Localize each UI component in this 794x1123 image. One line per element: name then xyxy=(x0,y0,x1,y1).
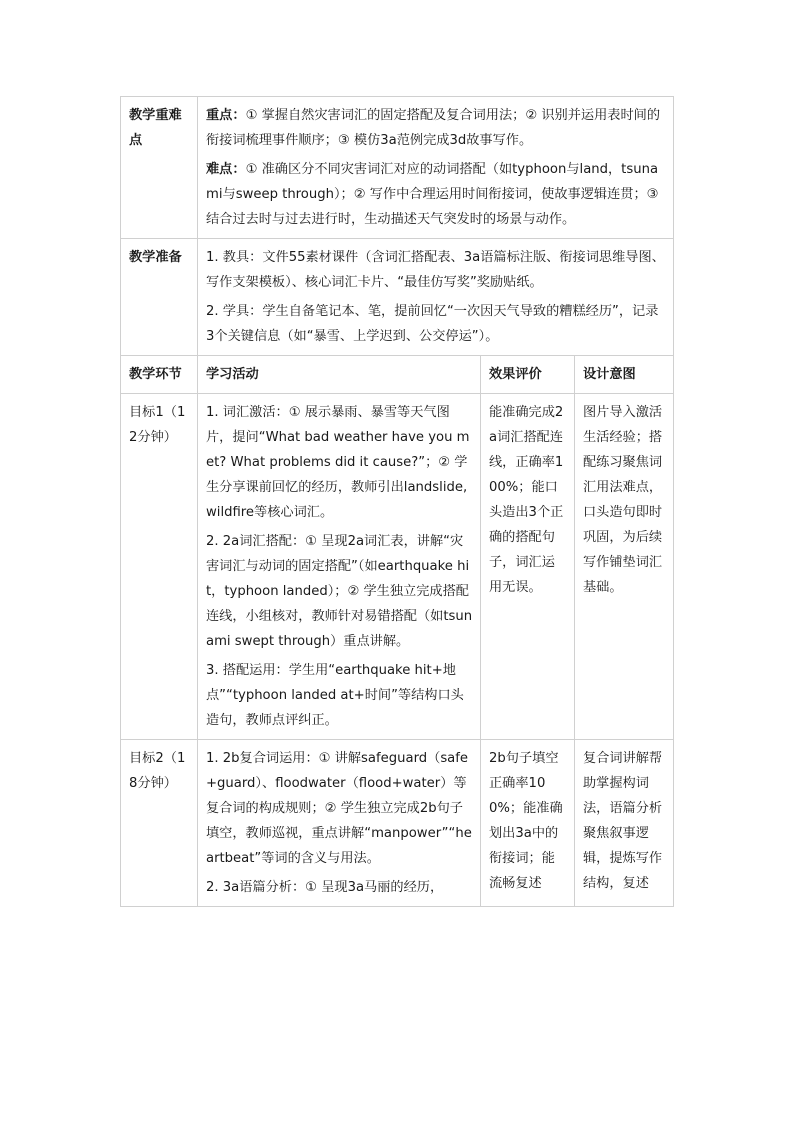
goal2-activity-1: 1. 2b复合词运用：① 讲解safeguard（safe+guard）、floodwater（flood+water）等复合词的构成规则；② 学生独立完成2b句子填空，教师巡视，重点讲解“manpower”“heartbeat”等词的含义与用法。 xyxy=(206,751,472,866)
header-intent: 设计意图 xyxy=(575,356,674,394)
key-points-label: 重点： xyxy=(206,108,246,123)
goal2-activities xyxy=(198,740,481,907)
goal1-activity-2: 2. 2a词汇搭配：① 呈现2a词汇表，讲解“灾害词汇与动词的固定搭配”（如earthquake hit，typhoon landed）；② 学生独立完成搭配连线，小组核对，教师针对易错搭配（如tsunami swept through）重点讲解。 xyxy=(206,534,473,649)
prep-item-1: 1. 教具：文件55素材课件（含词汇搭配表、3a语篇标注版、衔接词思维导图、写作支架模板）、核心词汇卡片、“最佳仿写奖”奖励贴纸。 xyxy=(206,250,665,290)
header-row xyxy=(121,356,674,394)
goal1-stage: 目标1（12分钟） xyxy=(121,394,198,740)
goal1-row xyxy=(121,394,674,740)
key-points-text: ① 掌握自然灾害词汇的固定搭配及复合词用法；② 识别并运用表时间的衔接词梳理事件顺序；③ 模仿3a范例完成3d故事写作。 xyxy=(206,108,661,148)
prep-content xyxy=(198,239,674,356)
goal2-intent: 复合词讲解帮助掌握构词法，语篇分析聚焦叙事逻辑，提炼写作结构，复述 xyxy=(575,740,674,907)
header-stage: 教学环节 xyxy=(121,356,198,394)
lesson-plan-table xyxy=(120,96,674,907)
goal1-activities xyxy=(198,394,481,740)
prep-item-2: 2. 学具：学生自备笔记本、笔，提前回忆“一次因天气导致的糟糕经历”，记录3个关键信息（如“暴雪、上学迟到、公交停运”）。 xyxy=(206,304,659,344)
difficulties-text: ① 准确区分不同灾害词汇对应的动词搭配（如typhoon与land，tsunami与sweep through）；② 写作中合理运用时间衔接词，使故事逻辑连贯；③ 结合过去时与过去进行时，生动描述天气突发时的场景与动作。 xyxy=(206,162,659,227)
header-evaluation: 效果评价 xyxy=(481,356,575,394)
header-activity: 学习活动 xyxy=(198,356,481,394)
goal1-intent: 图片导入激活生活经验；搭配练习聚焦词汇用法难点，口头造句即时巩固，为后续写作铺垫词汇基础。 xyxy=(575,394,674,740)
difficulties xyxy=(206,157,666,232)
prep-row xyxy=(121,239,674,356)
goal2-stage: 目标2（18分钟） xyxy=(121,740,198,907)
key-points xyxy=(206,103,666,153)
goal1-evaluation: 能准确完成2a词汇搭配连线，正确率100%；能口头造出3个正确的搭配句子，词汇运用无误。 xyxy=(481,394,575,740)
focus-label: 教学重难点 xyxy=(121,97,198,239)
prep-label: 教学准备 xyxy=(121,239,198,356)
goal2-activity-2: 2. 3a语篇分析：① 呈现3a马丽的经历， xyxy=(206,880,444,895)
focus-row xyxy=(121,97,674,239)
focus-content xyxy=(198,97,674,239)
goal2-row xyxy=(121,740,674,907)
goal1-activity-3: 3. 搭配运用：学生用“earthquake hit+地点”“typhoon landed at+时间”等结构口头造句，教师点评纠正。 xyxy=(206,663,464,728)
difficulties-label: 难点： xyxy=(206,162,246,177)
goal1-activity-1: 1. 词汇激活：① 展示暴雨、暴雪等天气图片，提问“What bad weather have you met? What problems did it cause?”；② 学生分享课前回忆的经历，教师引出landslide, wildfire等核心词汇。 xyxy=(206,405,470,520)
goal2-evaluation: 2b句子填空正确率100%；能准确划出3a中的衔接词；能流畅复述 xyxy=(481,740,575,907)
